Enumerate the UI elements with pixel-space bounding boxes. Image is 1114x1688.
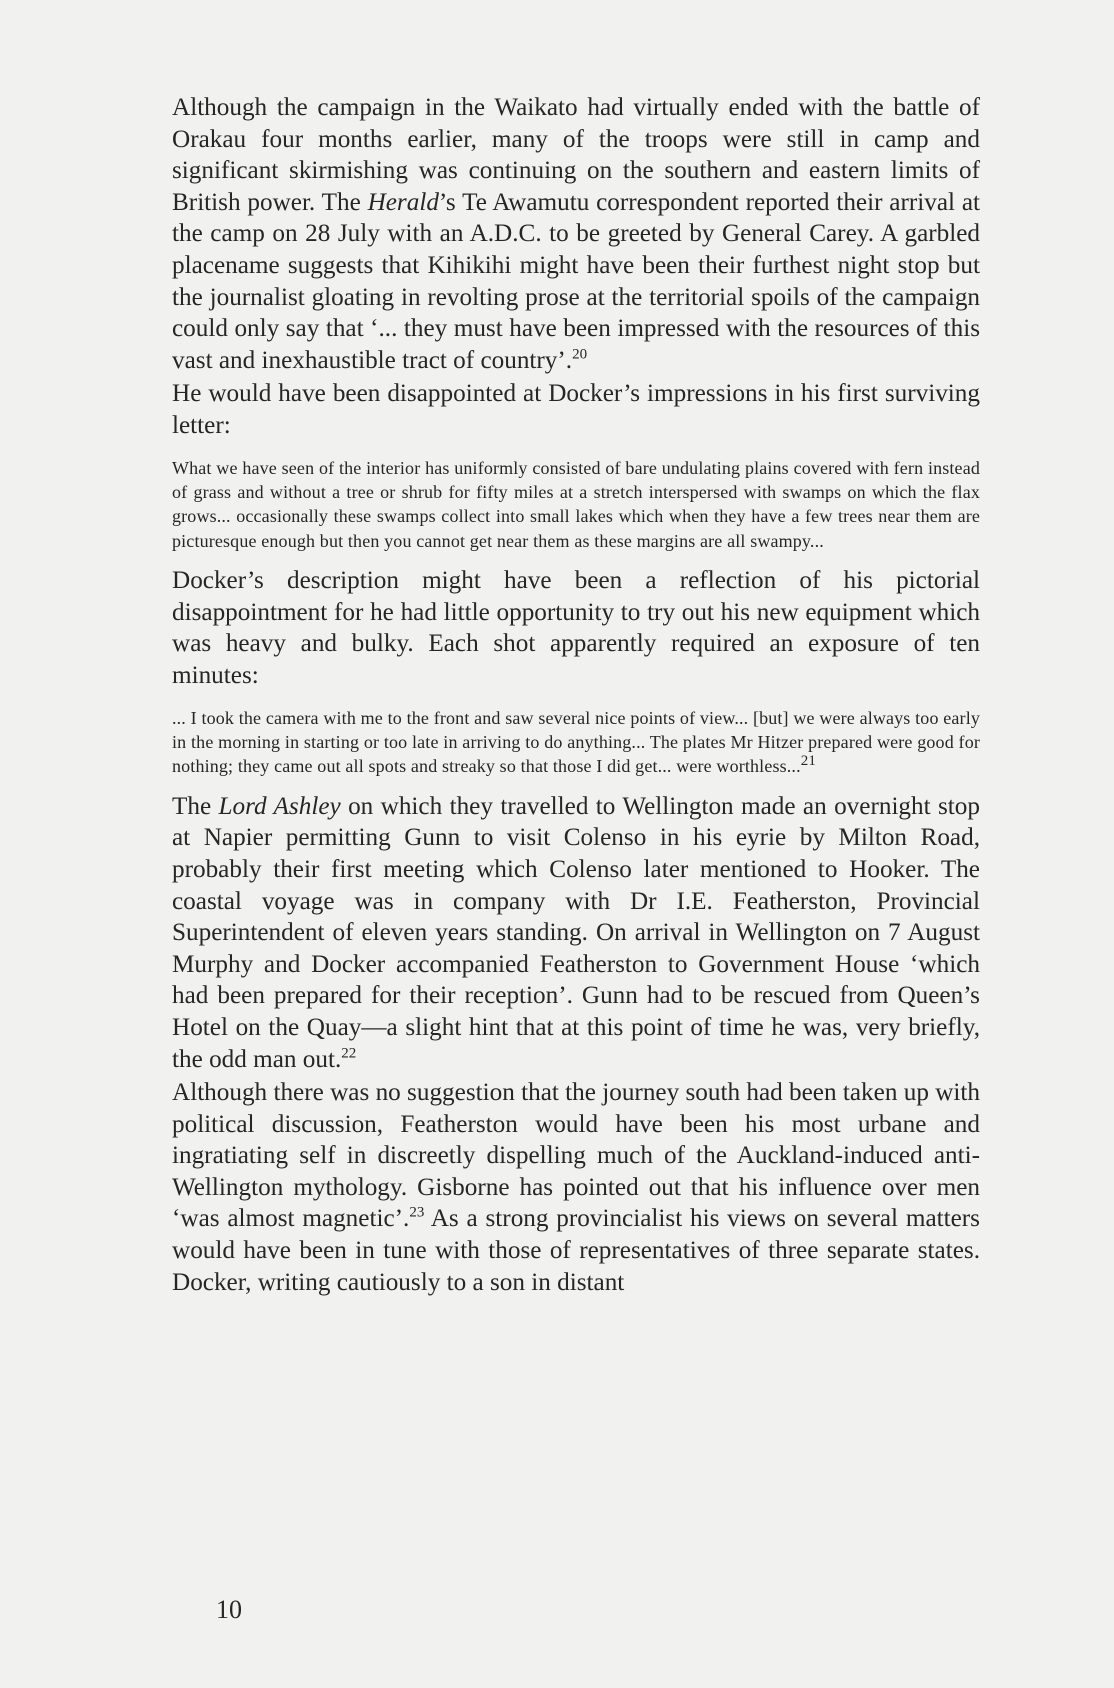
italic-title: Herald (367, 188, 439, 216)
paragraph (172, 1077, 980, 1298)
text-run: Although there was no suggestion that the journey south had been taken up with political discussion, Featherston would have been his most urbane and ingratiating self in discreetly dispelling much of the Auckland-induced anti-Wellington mythology. Gisborne has pointed out that his influence over men ‘was almost magnetic’. (172, 1079, 980, 1233)
text-run: The (172, 792, 219, 820)
text-run: ’s Te Awamutu correspondent reported their arrival at the camp on 28 July with an A.D.C. to be greeted by General Carey. A garbled placename suggests that Kihikihi might have been their furthest night stop but the journalist gloating in revolting prose at the territorial spoils of the campaign could only say that ‘... they must have been impressed with the resources of this vast and inexhaustible tract of country’. (172, 188, 980, 374)
paragraph (172, 565, 980, 691)
footnote-reference: 21 (800, 753, 817, 770)
body-text (172, 92, 980, 1298)
text-run: on which they travelled to Wellington made an overnight stop at Napier permitting Gunn to visit Colenso in his eyrie by Milton Road, probably their first meeting which Colenso later mentioned to Hooker. The coastal voyage was in company with Dr I.E. Featherston, Provincial Superintendent of eleven years standing. On arrival in Wellington on 7 August Murphy and Docker accompanied Featherston to Government House ‘which had been prepared for their reception’. Gunn had to be rescued from Queen’s Hotel on the Quay—a slight hint that at this point of time he was, very briefly, the odd man out. (172, 792, 980, 1073)
block-quote (172, 706, 980, 779)
footnote-reference: 22 (341, 1045, 357, 1062)
text-run: ... I took the camera with me to the front and saw several nice points of view... [but] we were always too early in the morning in starting or too late in arriving to do anything... The plates Mr Hitzer prepared were good for nothing; they came out all spots and streaky so that those I did get... were worthless... (172, 707, 980, 777)
paragraph (172, 378, 980, 441)
text-run: Docker’s description might have been a reflection of his pictorial disappointment for he had little opportunity to try out his new equipment which was heavy and bulky. Each shot apparently required an exposure of ten minutes: (172, 567, 980, 689)
footnote-reference: 23 (409, 1205, 425, 1222)
text-run: What we have seen of the interior has uniformly consisted of bare undulating plains covered with fern instead of grass and without a tree or shrub for fifty miles at a stretch interspersed with swamps on which the flax grows... occasionally these swamps collect into small lakes which when they have a few trees near them are picturesque enough but then you cannot get near them as these margins are all swampy... (172, 457, 980, 551)
text-run: Although the campaign in the Waikato had virtually ended with the battle of Orakau four months earlier, many of the troops were still in camp and significant skirmishing was continuing on the southern and eastern limits of British power. The (172, 94, 980, 216)
text-run: As a strong provincialist his views on several matters would have been in tune with those of representatives of three separate states. Docker, writing cautiously to a son in distant (172, 1205, 980, 1296)
footnote-reference: 20 (572, 346, 588, 363)
text-run: He would have been disappointed at Docker’s impressions in his first surviving letter: (172, 380, 980, 439)
page-number: 10 (216, 1595, 242, 1624)
paragraph (172, 791, 980, 1075)
block-quote (172, 456, 980, 554)
paragraph (172, 92, 980, 376)
italic-title: Lord Ashley (218, 792, 341, 820)
